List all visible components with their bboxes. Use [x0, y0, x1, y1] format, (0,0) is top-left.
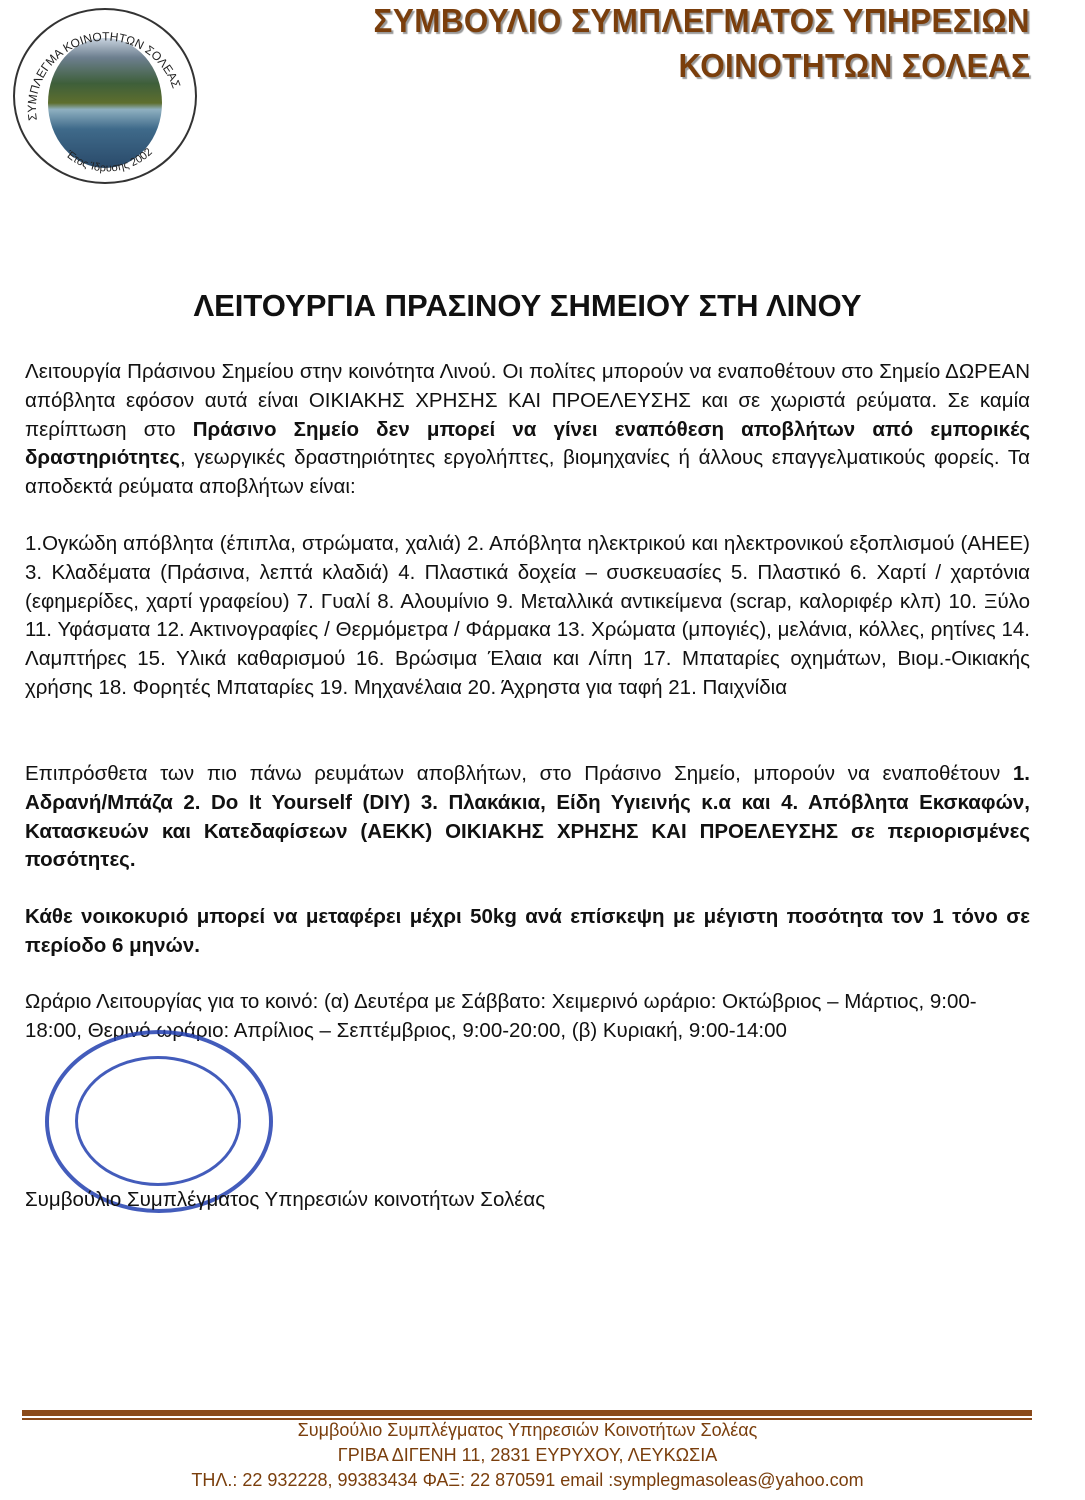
intro-text: Λειτουργία Πράσινου Σημείου στην κοινότητα Λινού. Οι πολίτες μπορούν να εναποθέτουν στο Σημείο ΔΩΡΕΑΝ απόβλητα εφόσον αυτά είναι ΟΙΚΙΑΚΗΣ ΧΡΗΣΗΣ ΚΑΙ ΠΡΟΕΛΕΥΣΗΣ και σε χωριστά ρεύματα. Σε καμία περίπτωση στο — [25, 360, 1030, 441]
footer-address: ΓΡΙΒΑ ΔΙΓΕΝΗ 11, 2831 ΕΥΡΥΧΟΥ, ΛΕΥΚΩΣΙΑ — [337, 1445, 718, 1465]
council-logo — [13, 8, 197, 184]
document-title: ΛΕΙΤΟΥΡΓΙΑ ΠΡΑΣΙΝΟΥ ΣΗΜΕΙΟΥ ΣΤΗ ΛΙΝΟΥ — [193, 288, 862, 323]
svg-text:Έτος Ίδρυσης 2002: Έτος Ίδρυσης 2002 — [63, 145, 155, 175]
official-stamp — [45, 1030, 273, 1213]
footer-divider — [22, 1410, 1032, 1416]
intro-text-end: , γεωργικές δραστηριότητες εργολήπτες, βιομηχανίες ή άλλους επαγγελματικούς φορείς. Τα αποδεκτά ρεύματα αποβλήτων είναι: — [25, 446, 1030, 499]
waste-streams-list: 1.Ογκώδη απόβλητα (έπιπλα, στρώματα, χαλιά) 2. Απόβλητα ηλεκτρικού και ηλεκτρονικού εξοπλισμού (ΑΗΕΕ) 3. Κλαδέματα (Πράσινα, λεπτά κλαδιά) 4. Πλαστικά δοχεία – συσκευασίες 5. Πλαστικό 6. Χαρτί / χαρτόνια (εφημερίδες, χαρτί γραφείου) 7. Γυαλί 8. Αλουμίνιο 9. Μεταλλικά αντικείμενα (scrap, καλοριφέρ κλπ) 10. Ξύλο 11. Υφάσματα 12. Ακτινογραφίες / Θερμόμετρα / Φάρμακα 13. Χρώματα (μπογιές), μελάνια, κόλλες, ρητίνες 14. Λαμπτήρες 15. Υλικά καθαρισμού 16. Βρώσιμα Έλαια και Λίπη 17. Μπαταρίες οχημάτων, Βιομ.-Οικιακής χρήσης 18. Φορητές Μπαταρίες 19. Μηχανέλαια 20. Άχρηστα για ταφή 21. Παιχνίδια — [25, 532, 1030, 699]
additional-bold: 1. Αδρανή/Μπάζα 2. Do It Yourself (DIY) 3. Πλακάκια, Είδη Υγιεινής κ.α και 4. Απόβλητα Εκσκαφών, Κατασκευών και Κατεδαφίσεων (ΑΕΚΚ) ΟΙΚΙΑΚΗΣ ΧΡΗΣΗΣ ΚΑΙ ΠΡΟΕΛΕΥΣΗΣ σε περιορισμένες ποσότητες. — [25, 762, 1030, 872]
logo-ring-text — [15, 10, 195, 182]
footer-contact: ΤΗΛ.: 22 932228, 99383434 ΦΑΞ: 22 870591 email :symplegmasoleas@yahoo.com — [191, 1470, 864, 1490]
quantity-limit-bold: Κάθε νοικοκυριό μπορεί να μεταφέρει μέχρι 50kg ανά επίσκεψη με μέγιστη ποσότητα τον 1 τόνο σε περίοδο 6 μηνών. — [25, 905, 1030, 957]
intro-bold: Πράσινο Σημείο δεν μπορεί να γίνει εναπόθεση αποβλήτων από εμπορικές δραστηριότητες — [25, 417, 1030, 470]
additional-text: Επιπρόσθετα των πιο πάνω ρευμάτων αποβλήτων, στο Πράσινο Σημείο, μπορούν να εναποθέτουν — [25, 762, 1013, 785]
quantity-limit-paragraph — [25, 903, 1030, 961]
svg-text:ΣΥΜΠΛΕΓΜΑ ΚΟΙΝΟΤΗΤΩΝ ΣΟΛΕΑΣ: ΣΥΜΠΛΕΓΜΑ ΚΟΙΝΟΤΗΤΩΝ ΣΟΛΕΑΣ — [24, 29, 184, 122]
opening-hours-paragraph: Ωράριο Λειτουργίας για το κοινό: (α) Δευτέρα με Σάββατο: Χειμερινό ωράριο: Οκτώβριος – Μάρτιος, 9:00-18:00, Θερινό ωράριο: Απρίλιος – Σεπτέμβριος, 9:00-20:00, (β) Κυριακή, 9:00-14:00 — [25, 990, 977, 1042]
header-line-2: ΚΟΙΝΟΤΗΤΩΝ ΣΟΛΕΑΣ — [678, 47, 1030, 84]
footer-org-name: Συμβούλιο Συμπλέγματος Υπηρεσιών Κοινοτήτων Σολέας — [297, 1420, 758, 1440]
intro-paragraph — [25, 358, 1030, 502]
stamp-inner-ring — [75, 1056, 241, 1186]
additional-streams-paragraph — [25, 760, 1030, 875]
header-line-1: ΣΥΜΒΟΥΛΙΟ ΣΥΜΠΛΕΓΜΑΤΟΣ ΥΠΗΡΕΣΙΩΝ — [373, 2, 1030, 39]
signature-line: Συμβούλιο Συμπλέγματος Υπηρεσιών κοινοτήτων Σολέας — [25, 1188, 546, 1211]
